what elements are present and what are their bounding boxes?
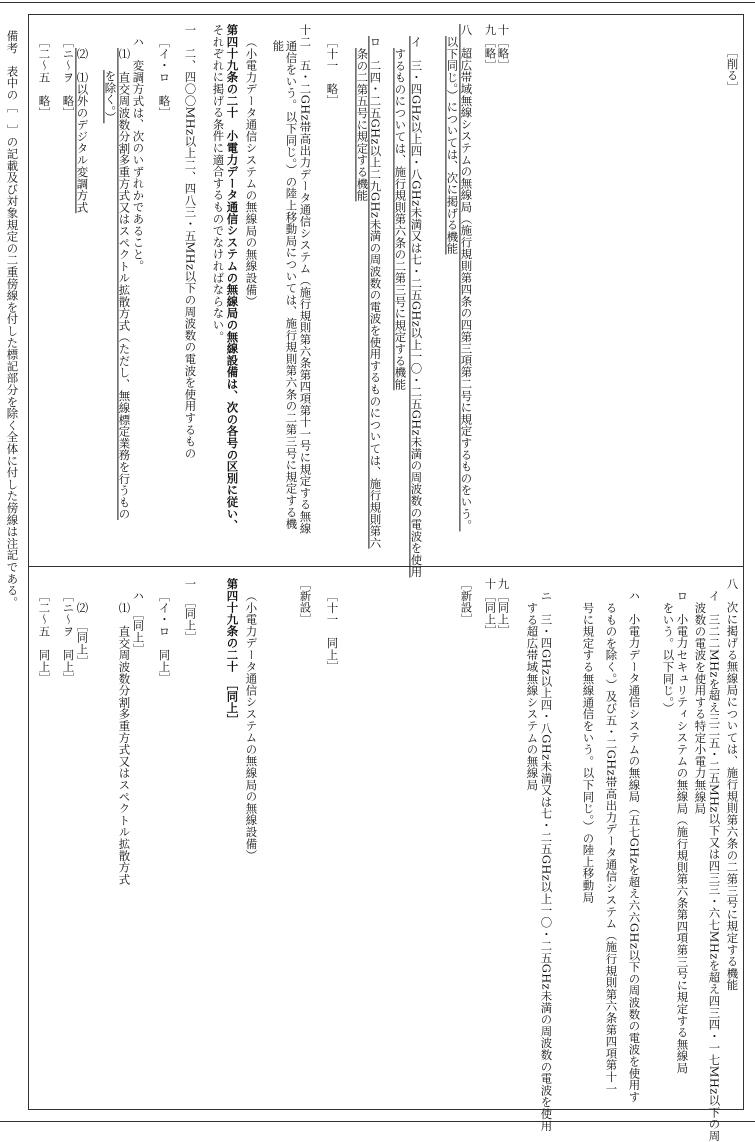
cur-article-49-20: 第四十九条の二十 ［同上］ [225,578,240,726]
cur-item-1-ha: ハ ［同上］ [131,590,146,656]
cur-items-2-5: ［二～五 同上］ [37,590,52,685]
cur-item-8-ro-line-1: ロ 小電力セキュリティシステムの無線局（施行規則第六条第四項第三号に規定する無線局 [675,590,690,1074]
item-1-ni-wo: ［ニ～ヲ 略］ [61,36,76,119]
items-2-5: ［二～五 略］ [37,36,52,119]
cur-item-8-ha-line-1: ハ 小電力データ通信システムの無線局（五七GHzを超え六六GHz以下の周波数の電波を使用す [627,590,642,1103]
item-8-ro-line-1: ロ 二四・二五GHz以上二九GHz未満の周波数の電波を使用するものについては、施行規則第六 [368,36,383,549]
cur-item-1-ni-wo: ［ニ～ヲ 同上］ [61,590,76,685]
item-12-line-2: 通信をいう。以下同じ。）の陸上移動局については、施行規則第六条の二第三号に規定する機 [284,40,299,530]
cur-item-8-ni-line-1: ニ 三・四GHz以上四・八GHz未満又は七・二五GHz以上一〇・二五GHz未満の周波数の電波を使用 [539,590,554,1132]
article-49-20-line-2: それぞれに掲げる条件に適合するものでなければならない。 [211,24,226,343]
item-8-i-line-1: イ 三・四GHz以上四・八GHz未満又は七・二五GHz以上一〇・二五GHz未満の周波数の電波を使用 [409,36,424,578]
cur-new-2: ［新設］ [298,578,313,626]
remarks-note: 備考 表中の［ ］の記載及び対象規定の二重傍線を付した標記部分を除く全体に付した傍線は注記である。 [5,30,20,609]
cur-item-8-ha-line-2: るものを除く。）及び五・二GHz帯高出力データ通信システム（施行規則第六条第四項第十一 [604,602,619,1095]
cur-item-8-line: 八 次に掲げる無線局については、施行規則第六条の二第三号に規定する機能 [725,578,740,991]
cur-item-8-i-line-2: 波数の電波を使用する特定小電力無線局 [693,602,708,815]
article-heading: （小電力データ通信システムの無線局の無線設備） [244,36,259,308]
item-8-line-2: 以下同じ。）については、次に掲げる機能 [445,36,460,255]
item-12-line-1: 十二 五・二GHz帯高出力データ通信システム（施行規則第六条第四項第十一号に規定する無線 [298,24,313,535]
bottom-rule [0,1121,755,1122]
cur-item-8-ro-line-2: をいう。以下同じ。） [661,602,676,715]
cur-item-1: 一 ［同上］ [183,578,198,644]
item-12-line-3: 能 [271,40,286,52]
cur-item-1-i-ro: ［イ・ロ 同上］ [157,590,172,685]
table-divider [28,566,744,567]
item-1-line: 一 二、四〇〇MHz以上二、四八三・五MHz以下の周波数の電波を使用するもの [183,24,198,460]
cur-item-9: 九［同上］ [496,578,511,637]
cur-item-1-ha-1: ⑴ 直交周波数分割多重方式又はスペクトル拡散方式 [117,602,132,886]
article-49-20-line-1: 第四十九条の二十 小電力データ通信システムの無線局の無線設備は、次の各号の区別に従い、 [225,24,240,532]
top-rule [0,2,755,3]
item-9-line: 九［略］ [483,24,498,72]
item-8-line-1: 八 超広帯域無線システムの無線局（施行規則第四条の四第三項第二号に規定するものをいう。 [459,24,474,532]
item-11-line: ［十一 略］ [325,36,340,107]
item-1-ha-2: ⑵ ⑴以外のデジタル変調方式 [75,48,90,214]
deleted-marker: ［削る］ [725,46,740,94]
cur-item-11: ［十一 同上］ [325,590,340,673]
cur-article-heading: （小電力データ通信システムの無線局の無線設備） [244,590,259,862]
item-8-i-line-2: するものについては、施行規則第六条の二第三号に規定する機能 [393,48,408,391]
cur-item-8-ha-line-3: 号に規定する無線通信をいう。以下同じ。）の陸上移動局 [581,602,596,904]
cur-item-10: 十［同上］ [483,578,498,637]
item-1-ha-1-line-1: ⑴ 直交周波数分割多重方式又はスペクトル拡散方式（ただし、無線標定業務を行うもの [117,48,132,520]
item-10-line: 十［略］ [496,24,511,72]
cur-item-8-i-line-1: イ 三二二MHzを超え三二五・二五MHz以下又は四三三・六七MHzを超え四三四・一七MHz以下の周 [707,590,722,1142]
cur-item-8-ni-line-2: する超広帯域無線システムの無線局 [525,602,540,791]
item-1-ha-1-line-2: を除く。） [103,70,118,124]
item-1-ha: ハ 変調方式は、次のいずれかであること。 [131,36,146,272]
cur-item-1-ha-2: ⑵ ［同上］ [75,602,90,668]
item-8-ro-line-2: 条の二第五号に規定する機能 [355,48,370,202]
item-1-i-ro: ［イ・ロ 略］ [157,36,172,119]
cur-new-1: ［新設］ [459,578,474,626]
